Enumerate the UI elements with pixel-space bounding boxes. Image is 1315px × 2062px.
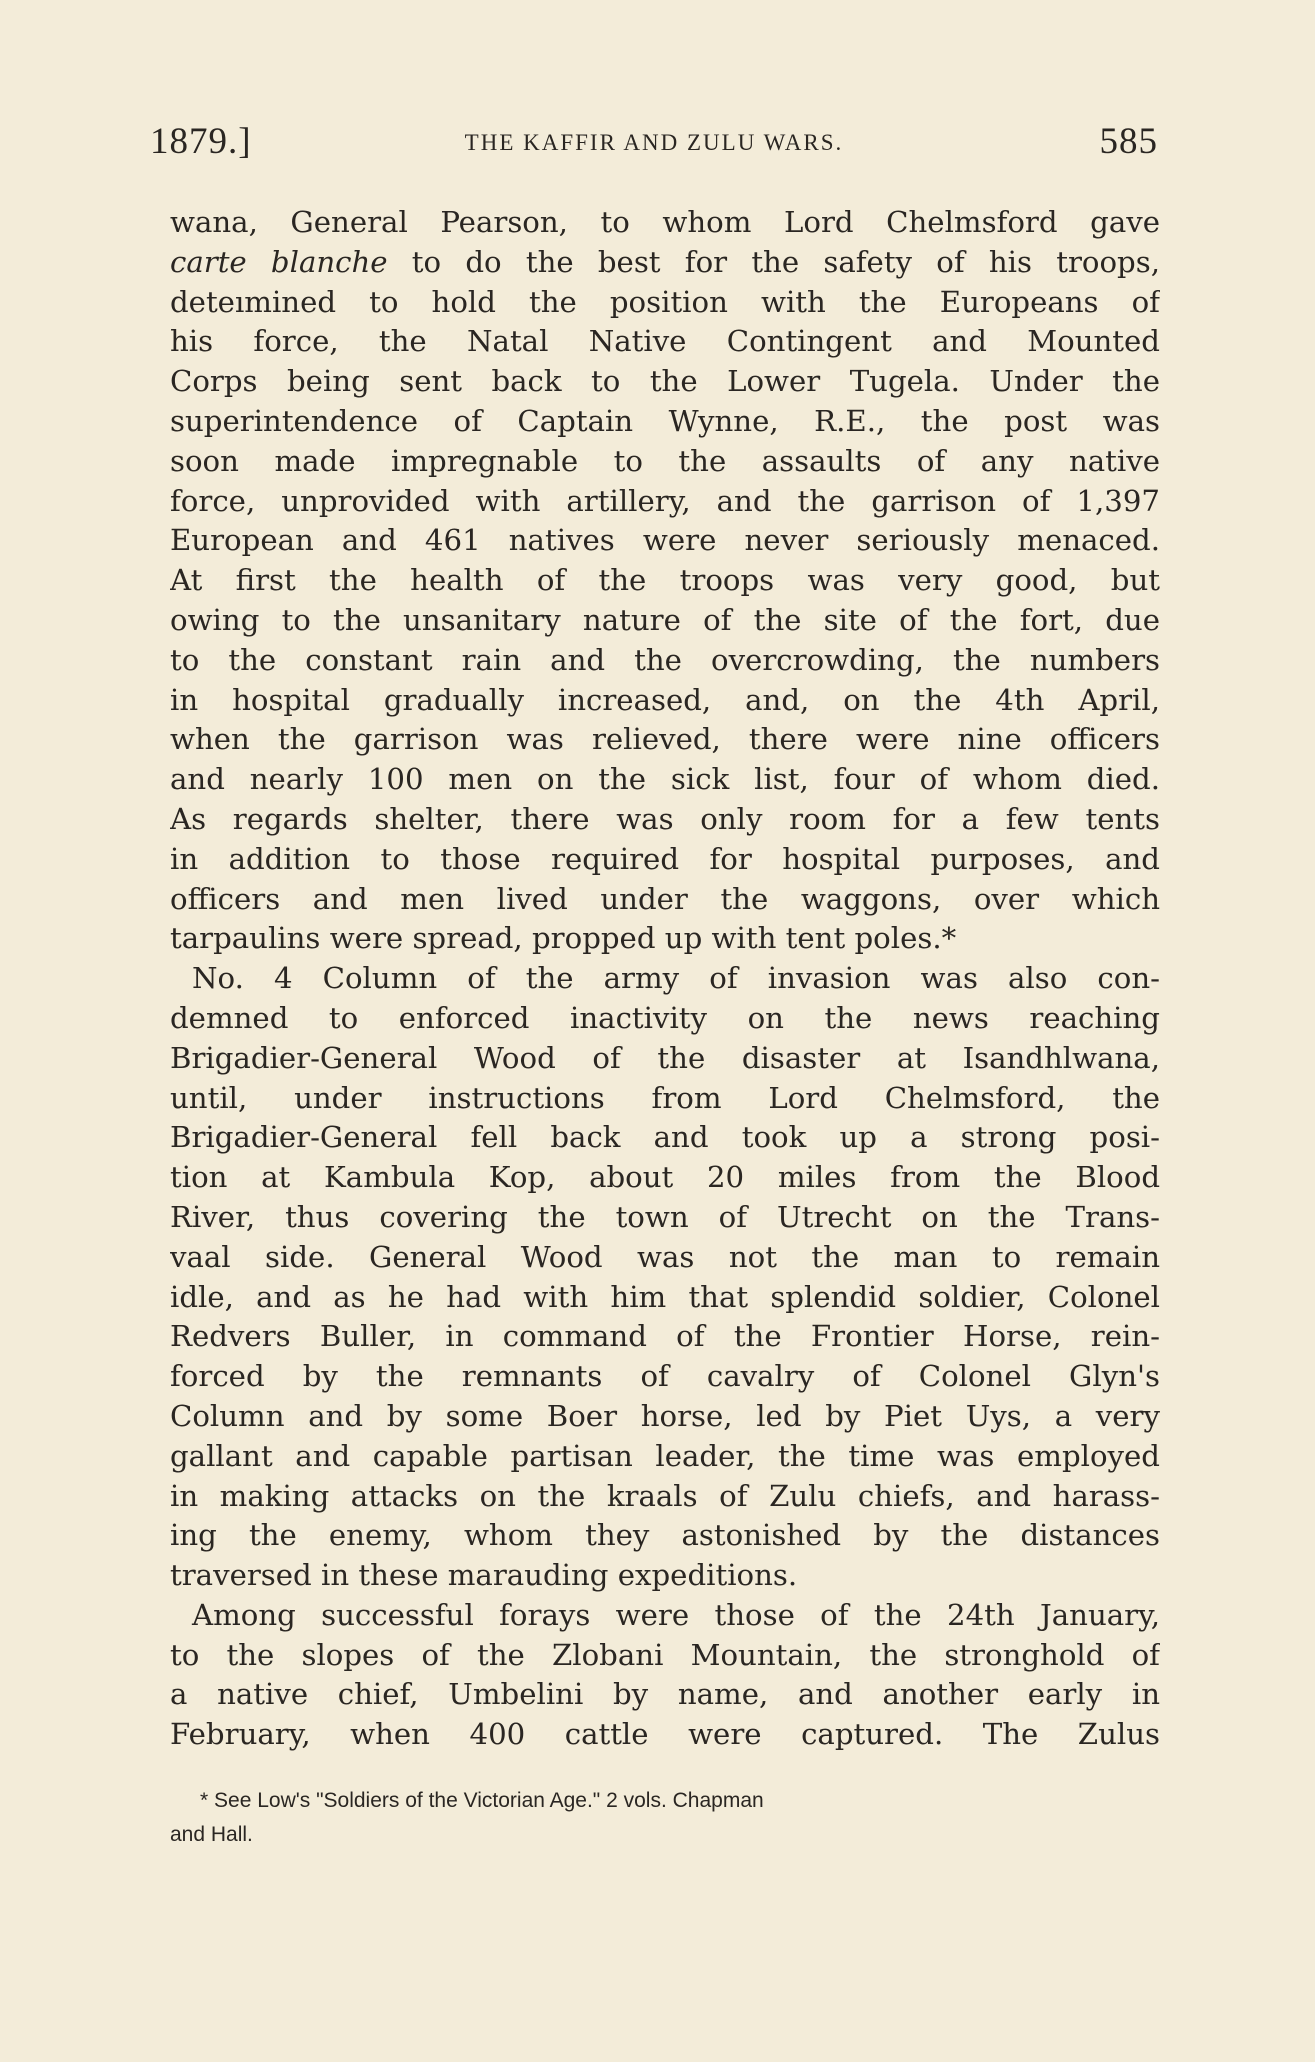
text-line-13: in hospital gradually increased, and, on the 4th April, [170, 682, 1160, 717]
body-text [170, 203, 1160, 1755]
text-line-12: to the constant rain and the overcrowding, the numbers [170, 642, 1160, 677]
text-line-35: traversed in these marauding expeditions. [170, 1558, 798, 1593]
text-line-31: Column and by some Boer horse, led by Piet Uys, a very [170, 1398, 1160, 1433]
footnote-line-1: * See Low's "Soldiers of the Victorian Age." 2 vols. Chapman [200, 1789, 764, 1812]
text-line-6: superintendence of Captain Wynne, R.E., the post was [170, 403, 1160, 438]
text-line-3: deteımined to hold the position with the Europeans of [170, 284, 1160, 319]
running-header [150, 120, 1158, 180]
text-line-2 [170, 243, 1160, 283]
text-line-23: until, under instructions from Lord Chelmsford, the [170, 1080, 1160, 1115]
text-line-29: Redvers Buller, in command of the Frontier Horse, rein- [170, 1319, 1160, 1354]
text-line-8: force, unprovided with artillery, and the garrison of 1,397 [170, 483, 1160, 518]
text-line-38: a native chief, Umbelini by name, and another early in [170, 1677, 1160, 1712]
text-line-32: gallant and capable partisan leader, the time was employed [170, 1438, 1160, 1473]
text-line-16: As regards shelter, there was only room for a few tents [170, 801, 1160, 836]
text-line-34: ing the enemy, whom they astonished by the distances [170, 1518, 1160, 1553]
text-line-17: in addition to those required for hospital purposes, and [170, 841, 1160, 876]
text-line-27: vaal side. General Wood was not the man to remain [170, 1239, 1160, 1274]
text-line-39: February, when 400 cattle were captured. The Zulus [170, 1717, 1160, 1752]
text-line-28: idle, and as he had with him that splendid soldier, Colonel [170, 1279, 1160, 1314]
text-line-10: At first the health of the troops was very good, but [170, 563, 1160, 598]
text-line-20: No. 4 Column of the army of invasion was also con- [192, 961, 1160, 996]
header-title: THE KAFFIR AND ZULU WARS. [464, 130, 844, 155]
text-line-33: in making attacks on the kraals of Zulu chiefs, and harass- [170, 1478, 1160, 1513]
italic-phrase: carte blanche [170, 244, 388, 279]
text-line-21: demned to enforced inactivity on the news reaching [170, 1000, 1160, 1035]
text-line-37: to the slopes of the Zlobani Mountain, the stronghold of [170, 1637, 1160, 1672]
text-line-2-rest: to do the best for the safety of his troops, [387, 244, 1160, 279]
footnote-line-2: and Hall. [170, 1823, 253, 1846]
text-line-9: European and 461 natives were never seriously menaced. [170, 523, 1160, 558]
text-line-30: forced by the remnants of cavalry of Colonel Glyn's [170, 1359, 1160, 1394]
text-line-36: Among successful forays were those of the 24th January, [192, 1597, 1160, 1632]
text-line-24: Brigadier-General fell back and took up a strong posi- [170, 1120, 1160, 1155]
text-line-14: when the garrison was relieved, there were nine officers [170, 722, 1160, 757]
text-line-5: Corps being sent back to the Lower Tugela. Under the [170, 364, 1160, 399]
text-line-1: wana, General Pearson, to whom Lord Chelmsford gave [170, 205, 1160, 239]
text-line-25: tion at Kambula Kop, about 20 miles from the Blood [170, 1160, 1160, 1195]
text-line-4: his force, the Natal Native Contingent and Mounted [170, 324, 1160, 359]
text-line-11: owing to the unsanitary nature of the site of the fort, due [170, 602, 1160, 637]
text-line-26: River, thus covering the town of Utrecht on the Trans- [170, 1199, 1160, 1234]
page-number: 585 [1099, 121, 1158, 162]
footnote [170, 1784, 1160, 1852]
header-year: 1879.] [150, 121, 252, 162]
text-line-7: soon made impregnable to the assaults of any native [170, 443, 1160, 478]
text-line-19: tarpaulins were spread, propped up with tent poles.* [170, 921, 957, 956]
text-line-18: officers and men lived under the waggons, over which [170, 881, 1160, 916]
text-line-15: and nearly 100 men on the sick list, four of whom died. [170, 762, 1160, 797]
text-line-22: Brigadier-General Wood of the disaster at Isandhlwana, [170, 1040, 1160, 1075]
